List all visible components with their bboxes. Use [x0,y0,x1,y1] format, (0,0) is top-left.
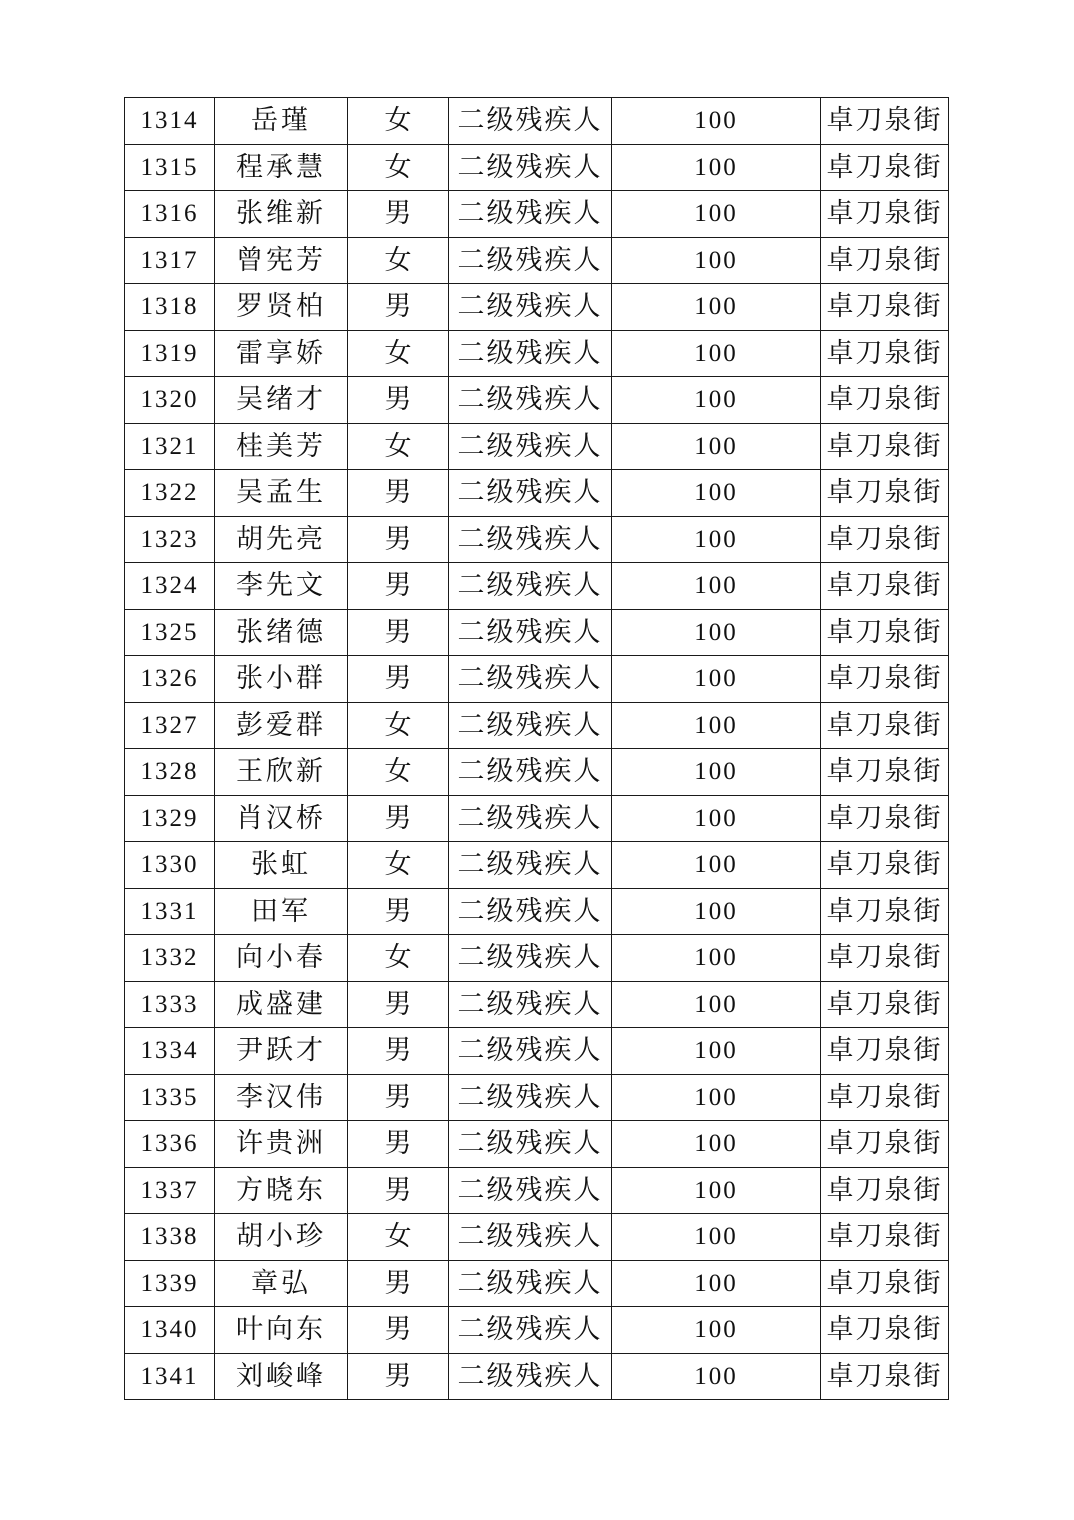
street-cell: 卓刀泉街 [821,981,949,1028]
disability-category: 二级残疾人 [449,330,612,377]
gender-cell: 男 [348,1074,449,1121]
gender-cell: 男 [348,981,449,1028]
gender-cell: 男 [348,1121,449,1168]
gender-cell: 男 [348,377,449,424]
amount-cell: 100 [612,1214,821,1261]
street-cell: 卓刀泉街 [821,795,949,842]
street-cell: 卓刀泉街 [821,842,949,889]
street-cell: 卓刀泉街 [821,191,949,238]
amount-cell: 100 [612,1353,821,1400]
table-row [125,516,949,563]
disability-category: 二级残疾人 [449,470,612,517]
street-cell: 卓刀泉街 [821,98,949,145]
gender-cell: 女 [348,842,449,889]
row-number: 1337 [125,1167,215,1214]
gender-cell: 男 [348,1028,449,1075]
person-name: 田军 [215,888,348,935]
table-row [125,377,949,424]
person-name: 许贵洲 [215,1121,348,1168]
disability-category: 二级残疾人 [449,749,612,796]
amount-cell: 100 [612,284,821,331]
street-cell: 卓刀泉街 [821,284,949,331]
row-number: 1322 [125,470,215,517]
row-number: 1340 [125,1307,215,1354]
street-cell: 卓刀泉街 [821,330,949,377]
disability-category: 二级残疾人 [449,98,612,145]
table-row [125,191,949,238]
amount-cell: 100 [612,795,821,842]
row-number: 1331 [125,888,215,935]
table-row [125,1121,949,1168]
person-name: 肖汉桥 [215,795,348,842]
gender-cell: 男 [348,656,449,703]
disability-category: 二级残疾人 [449,842,612,889]
person-name: 向小春 [215,935,348,982]
street-cell: 卓刀泉街 [821,1121,949,1168]
row-number: 1324 [125,563,215,610]
roster-table [124,97,949,1400]
street-cell: 卓刀泉街 [821,935,949,982]
street-cell: 卓刀泉街 [821,1028,949,1075]
person-name: 胡小珍 [215,1214,348,1261]
row-number: 1327 [125,702,215,749]
amount-cell: 100 [612,609,821,656]
amount-cell: 100 [612,1028,821,1075]
disability-category: 二级残疾人 [449,1167,612,1214]
gender-cell: 女 [348,237,449,284]
disability-category: 二级残疾人 [449,656,612,703]
disability-category: 二级残疾人 [449,609,612,656]
row-number: 1326 [125,656,215,703]
row-number: 1328 [125,749,215,796]
person-name: 叶向东 [215,1307,348,1354]
disability-category: 二级残疾人 [449,702,612,749]
person-name: 王欣新 [215,749,348,796]
gender-cell: 女 [348,749,449,796]
table-row [125,795,949,842]
person-name: 尹跃才 [215,1028,348,1075]
gender-cell: 男 [348,1260,449,1307]
person-name: 吴孟生 [215,470,348,517]
disability-category: 二级残疾人 [449,1214,612,1261]
person-name: 李汉伟 [215,1074,348,1121]
row-number: 1332 [125,935,215,982]
street-cell: 卓刀泉街 [821,377,949,424]
disability-category: 二级残疾人 [449,1028,612,1075]
person-name: 程承慧 [215,144,348,191]
person-name: 刘峻峰 [215,1353,348,1400]
amount-cell: 100 [612,702,821,749]
amount-cell: 100 [612,1307,821,1354]
amount-cell: 100 [612,1167,821,1214]
row-number: 1329 [125,795,215,842]
row-number: 1321 [125,423,215,470]
person-name: 张绪德 [215,609,348,656]
street-cell: 卓刀泉街 [821,423,949,470]
street-cell: 卓刀泉街 [821,1307,949,1354]
row-number: 1316 [125,191,215,238]
person-name: 张维新 [215,191,348,238]
amount-cell: 100 [612,1260,821,1307]
street-cell: 卓刀泉街 [821,1214,949,1261]
disability-category: 二级残疾人 [449,1121,612,1168]
table-row [125,702,949,749]
person-name: 岳瑾 [215,98,348,145]
disability-category: 二级残疾人 [449,191,612,238]
person-name: 彭爱群 [215,702,348,749]
disability-category: 二级残疾人 [449,144,612,191]
roster-body [125,98,949,1400]
table-row [125,284,949,331]
amount-cell: 100 [612,842,821,889]
amount-cell: 100 [612,98,821,145]
gender-cell: 女 [348,98,449,145]
table-row [125,888,949,935]
amount-cell: 100 [612,237,821,284]
person-name: 曾宪芳 [215,237,348,284]
row-number: 1318 [125,284,215,331]
amount-cell: 100 [612,1074,821,1121]
person-name: 胡先亮 [215,516,348,563]
street-cell: 卓刀泉街 [821,563,949,610]
table-row [125,609,949,656]
disability-category: 二级残疾人 [449,1074,612,1121]
table-row [125,423,949,470]
street-cell: 卓刀泉街 [821,1260,949,1307]
table-row [125,144,949,191]
disability-category: 二级残疾人 [449,1260,612,1307]
table-row [125,1214,949,1261]
table-row [125,1074,949,1121]
person-name: 桂美芳 [215,423,348,470]
person-name: 李先文 [215,563,348,610]
gender-cell: 男 [348,470,449,517]
person-name: 成盛建 [215,981,348,1028]
row-number: 1315 [125,144,215,191]
disability-category: 二级残疾人 [449,1307,612,1354]
street-cell: 卓刀泉街 [821,656,949,703]
disability-category: 二级残疾人 [449,795,612,842]
street-cell: 卓刀泉街 [821,237,949,284]
person-name: 章弘 [215,1260,348,1307]
amount-cell: 100 [612,377,821,424]
table-row [125,1028,949,1075]
table-row [125,749,949,796]
street-cell: 卓刀泉街 [821,888,949,935]
disability-category: 二级残疾人 [449,284,612,331]
row-number: 1314 [125,98,215,145]
person-name: 方晓东 [215,1167,348,1214]
gender-cell: 男 [348,1167,449,1214]
table-row [125,1307,949,1354]
street-cell: 卓刀泉街 [821,749,949,796]
street-cell: 卓刀泉街 [821,516,949,563]
row-number: 1323 [125,516,215,563]
disability-category: 二级残疾人 [449,1353,612,1400]
gender-cell: 男 [348,191,449,238]
row-number: 1330 [125,842,215,889]
table-row [125,842,949,889]
gender-cell: 女 [348,1214,449,1261]
street-cell: 卓刀泉街 [821,1353,949,1400]
disability-category: 二级残疾人 [449,888,612,935]
amount-cell: 100 [612,656,821,703]
amount-cell: 100 [612,144,821,191]
gender-cell: 男 [348,1307,449,1354]
row-number: 1335 [125,1074,215,1121]
person-name: 张虹 [215,842,348,889]
amount-cell: 100 [612,935,821,982]
gender-cell: 女 [348,702,449,749]
amount-cell: 100 [612,423,821,470]
gender-cell: 男 [348,795,449,842]
amount-cell: 100 [612,563,821,610]
amount-cell: 100 [612,191,821,238]
row-number: 1317 [125,237,215,284]
gender-cell: 男 [348,284,449,331]
table-row [125,330,949,377]
gender-cell: 男 [348,516,449,563]
row-number: 1339 [125,1260,215,1307]
amount-cell: 100 [612,516,821,563]
person-name: 罗贤柏 [215,284,348,331]
disability-category: 二级残疾人 [449,935,612,982]
street-cell: 卓刀泉街 [821,609,949,656]
amount-cell: 100 [612,749,821,796]
disability-category: 二级残疾人 [449,563,612,610]
amount-cell: 100 [612,1121,821,1168]
row-number: 1320 [125,377,215,424]
street-cell: 卓刀泉街 [821,1074,949,1121]
table-row [125,981,949,1028]
gender-cell: 男 [348,888,449,935]
disability-category: 二级残疾人 [449,516,612,563]
table-row [125,1353,949,1400]
disability-category: 二级残疾人 [449,237,612,284]
table-row [125,563,949,610]
street-cell: 卓刀泉街 [821,1167,949,1214]
table-row [125,98,949,145]
amount-cell: 100 [612,330,821,377]
gender-cell: 女 [348,935,449,982]
row-number: 1336 [125,1121,215,1168]
gender-cell: 女 [348,144,449,191]
row-number: 1341 [125,1353,215,1400]
row-number: 1325 [125,609,215,656]
gender-cell: 男 [348,1353,449,1400]
street-cell: 卓刀泉街 [821,144,949,191]
disability-category: 二级残疾人 [449,377,612,424]
row-number: 1338 [125,1214,215,1261]
row-number: 1333 [125,981,215,1028]
table-row [125,1260,949,1307]
amount-cell: 100 [612,981,821,1028]
gender-cell: 男 [348,609,449,656]
table-row [125,237,949,284]
disability-category: 二级残疾人 [449,981,612,1028]
table-row [125,656,949,703]
table-row [125,470,949,517]
person-name: 吴绪才 [215,377,348,424]
person-name: 张小群 [215,656,348,703]
row-number: 1319 [125,330,215,377]
row-number: 1334 [125,1028,215,1075]
disability-category: 二级残疾人 [449,423,612,470]
gender-cell: 女 [348,330,449,377]
amount-cell: 100 [612,470,821,517]
street-cell: 卓刀泉街 [821,702,949,749]
table-row [125,1167,949,1214]
amount-cell: 100 [612,888,821,935]
gender-cell: 男 [348,563,449,610]
gender-cell: 女 [348,423,449,470]
person-name: 雷享娇 [215,330,348,377]
table-row [125,935,949,982]
street-cell: 卓刀泉街 [821,470,949,517]
